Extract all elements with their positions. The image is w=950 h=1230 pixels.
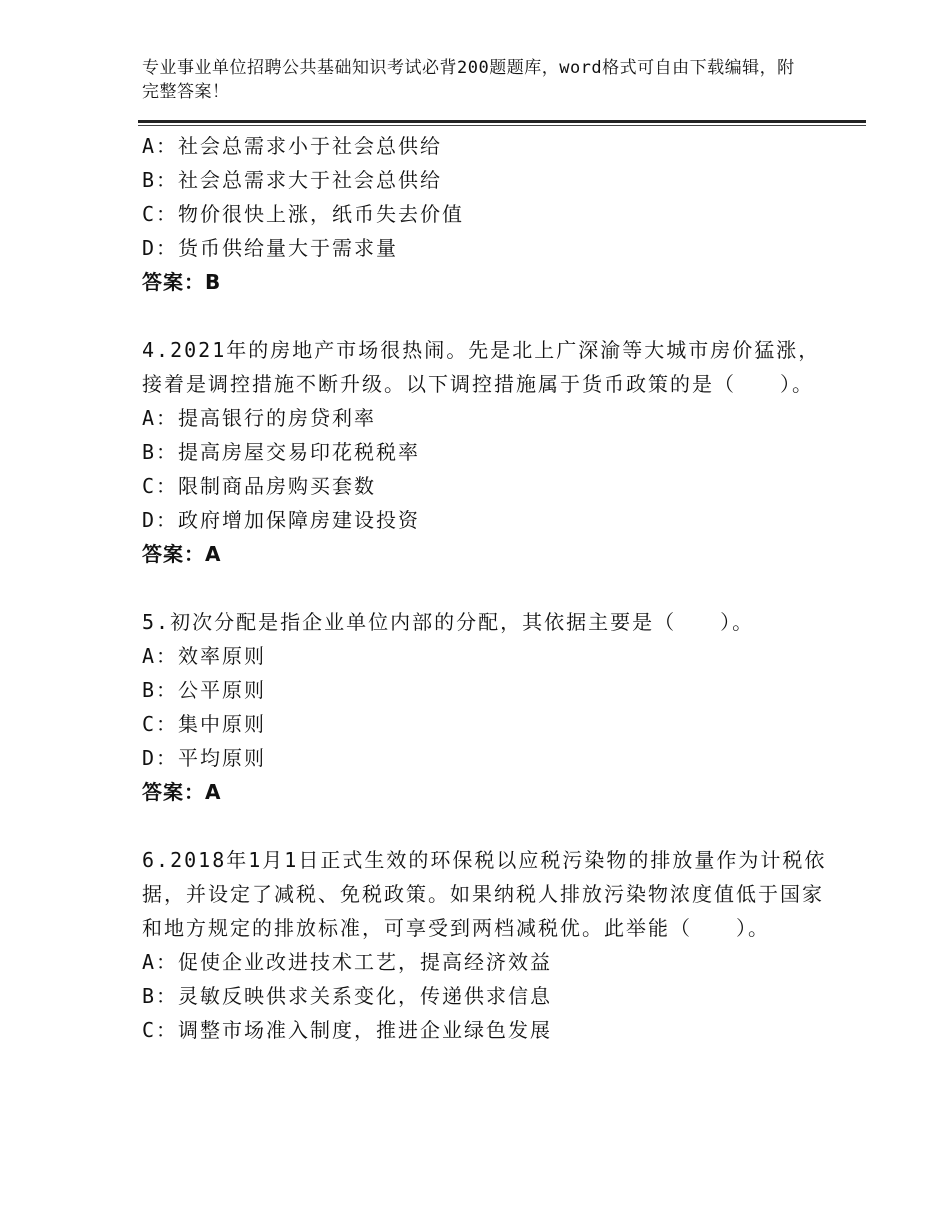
- document-header: 专业事业单位招聘公共基础知识考试必背200题题库，word格式可自由下载编辑，附完整答案！: [142, 58, 795, 102]
- option-d: D：货币供给量大于需求量: [142, 236, 399, 260]
- question-3-options: [142, 129, 832, 299]
- option-a: A：效率原则: [142, 644, 267, 668]
- question-6: [142, 843, 832, 1047]
- header-rule-thin: [138, 125, 866, 126]
- option-b: B：灵敏反映供求关系变化，传递供求信息: [142, 984, 553, 1008]
- option-b: B：公平原则: [142, 678, 267, 702]
- option-b: B：提高房屋交易印花税税率: [142, 440, 421, 464]
- question-4: [142, 333, 832, 571]
- answer-text: 答案：A: [142, 780, 222, 804]
- question-text: 6.2018年1月1日正式生效的环保税以应税污染物的排放量作为计税依据，并设定了减税、免税政策。如果纳税人排放污染物浓度值低于国家和地方规定的排放标准，可享受到两档减税优。此举能（ ）。: [142, 848, 827, 940]
- question-text: 5.初次分配是指企业单位内部的分配，其依据主要是（ ）。: [142, 610, 755, 634]
- option-c: C：调整市场准入制度，推进企业绿色发展: [142, 1018, 553, 1042]
- question-text: 4.2021年的房地产市场很热闹。先是北上广深渝等大城市房价猛涨，接着是调控措施不断升级。以下调控措施属于货币政策的是（ ）。: [142, 338, 821, 396]
- answer-text: 答案：A: [142, 542, 222, 566]
- question-list: [142, 129, 832, 1047]
- option-c: C：集中原则: [142, 712, 267, 736]
- option-c: C：限制商品房购买套数: [142, 474, 377, 498]
- answer-text: 答案：B: [142, 270, 222, 294]
- option-d: D：政府增加保障房建设投资: [142, 508, 421, 532]
- question-5: [142, 605, 832, 809]
- option-d: D：平均原则: [142, 746, 267, 770]
- option-a: A：提高银行的房贷利率: [142, 406, 377, 430]
- option-a: A：促使企业改进技术工艺，提高经济效益: [142, 950, 553, 974]
- option-b: B：社会总需求大于社会总供给: [142, 168, 443, 192]
- header-rule-thick: [138, 120, 866, 123]
- option-a: A：社会总需求小于社会总供给: [142, 134, 443, 158]
- option-c: C：物价很快上涨，纸币失去价值: [142, 202, 465, 226]
